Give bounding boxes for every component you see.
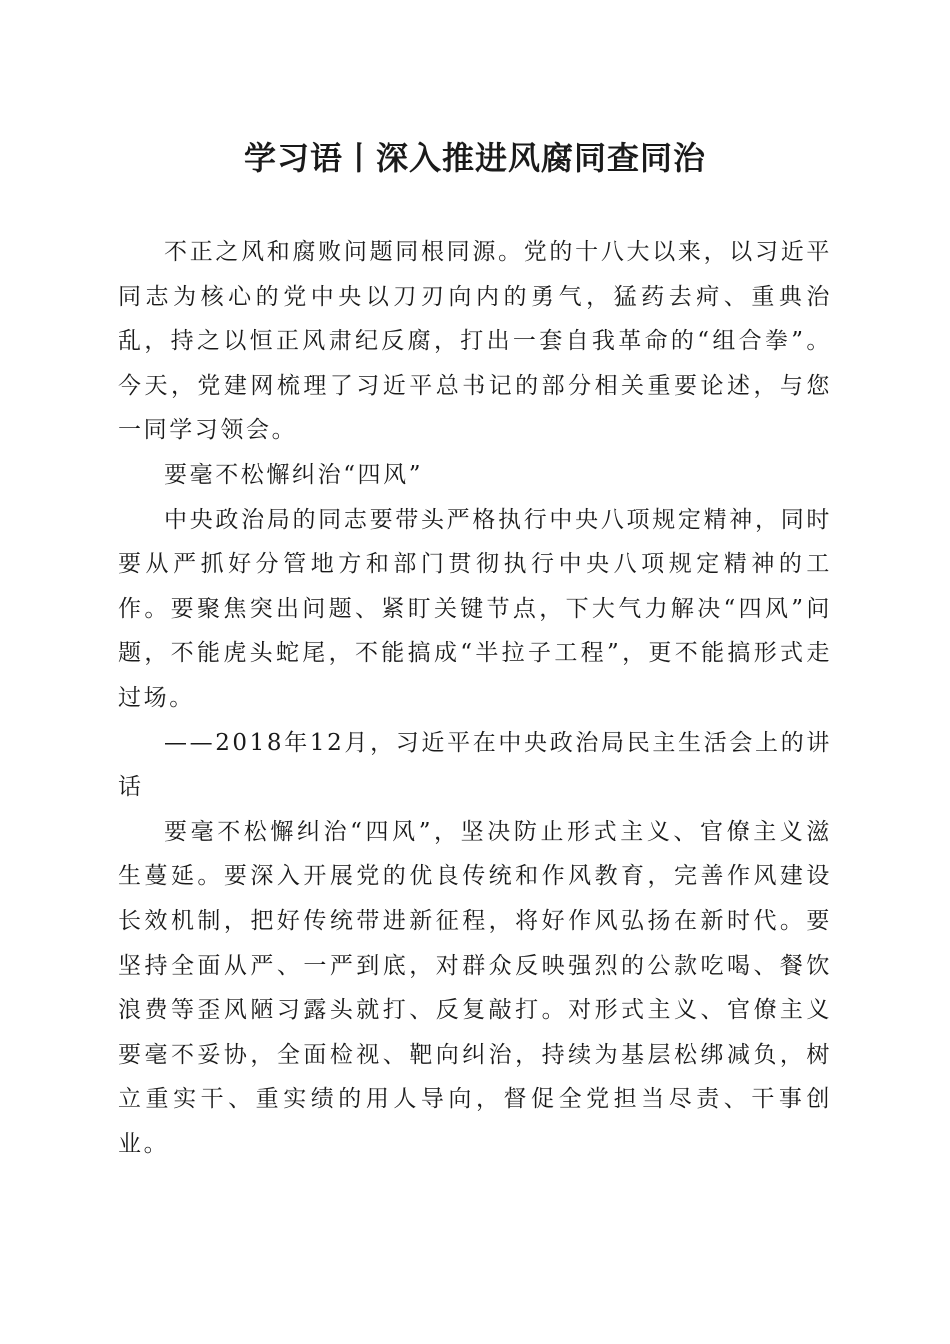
paragraph-quote-1: 中央政治局的同志要带头严格执行中央八项规定精神，同时要从严抓好分管地方和部门贯彻执行中央八项规定精神的工作。要聚焦突出问题、紧盯关键节点，下大气力解决“四风”问题，不能虎头蛇尾，不能搞成“半拉子工程”，更不能搞形式走过场。: [118, 506, 832, 711]
paragraph-quote-2: 要毫不松懈纠治“四风”，坚决防止形式主义、官僚主义滋生蔓延。要深入开展党的优良传统和作风教育，完善作风建设长效机制，把好传统带进新征程，将好作风弘扬在新时代。要坚持全面从严、一严到底，对群众反映强烈的公款吃喝、餐饮浪费等歪风陋习露头就打、反复敲打。对形式主义、官僚主义要毫不妥协，全面检视、靶向纠治，持续为基层松绑减负，树立重实干、重实绩的用人导向，督促全党担当尽责、干事创业。: [118, 818, 832, 1157]
paragraph-intro: 不正之风和腐败问题同根同源。党的十八大以来，以习近平同志为核心的党中央以刀刃向内的勇气，猛药去疴、重典治乱，持之以恒正风肃纪反腐，打出一套自我革命的“组合拳”。今天，党建网梳理了习近平总书记的部分相关重要论述，与您一同学习领会。: [118, 239, 832, 444]
document-title: 学习语丨深入推进风腐同查同治: [243, 139, 706, 177]
section-heading: 要毫不松懈纠治“四风”: [164, 461, 424, 488]
document-body: [118, 230, 832, 1166]
quote-source-1: ——2018年12月，习近平在中央政治局民主生活会上的讲话: [118, 729, 832, 801]
